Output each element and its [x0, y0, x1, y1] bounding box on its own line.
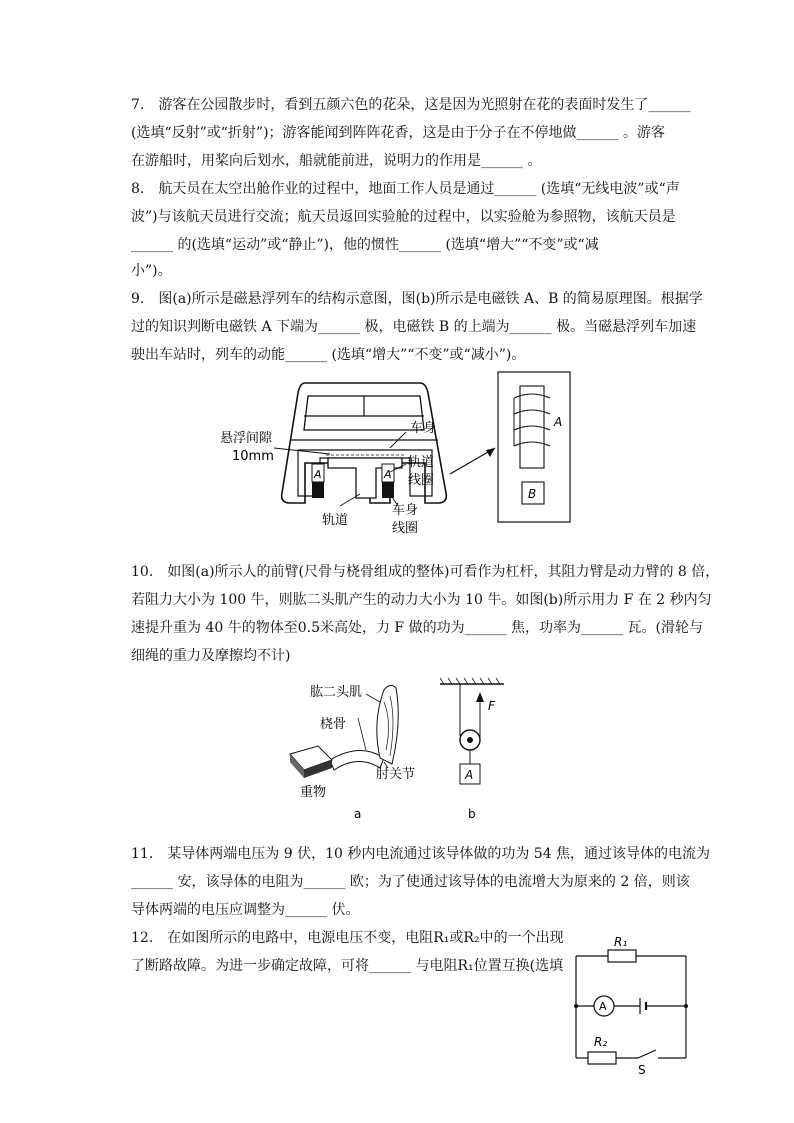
q12-line-2: 了断路故障。为进一步确定故障，可将______ 与电阻R₁位置互换(选填	[131, 958, 564, 974]
radius-label: 桡骨	[320, 717, 347, 732]
caption-b: b	[468, 807, 476, 821]
body-coil-left	[312, 482, 324, 498]
force-label: F	[488, 699, 495, 713]
resistor-r1	[608, 950, 636, 962]
q11-line-2: ______ 安，该导体的电阻为______ 欧；为了使通过该导体的电流增大为原来的 2 倍，则该	[131, 874, 690, 890]
q10-line-4: 细绳的重力及摩擦均不计)	[131, 648, 291, 664]
q9-line-2: 过的知识判断电磁铁 A 下端为______ 极，电磁铁 B 的上端为______ 极。当磁悬浮列车加速	[131, 319, 697, 335]
r1-label: R₁	[614, 935, 628, 949]
q10-line-2: 若阻力大小为 100 牛，则肱二头肌产生的动力大小为 10 牛。如图(b)所示用力 F 在 2 秒内匀	[131, 592, 712, 608]
q8-line-2: 波”)与该航天员进行交流；航天员返回实验舱的过程中，以实验舱为参照物，该航天员是	[131, 209, 676, 225]
q10-line-1: 10. 如图(a)所示人的前臂(尺骨与桡骨组成的整体)可看作为杠杆，其阻力臂是动力臂的 8 倍，	[131, 564, 720, 580]
switch-label: S	[638, 1063, 646, 1077]
q8-line-3: ______ 的(选填“运动”或“静止”)，他的惯性______ (选填“增大”“不变”或“减	[131, 237, 599, 253]
q7-line-1: 7. 游客在公园散步时，看到五颜六色的花朵，这是因为光照射在花的表面时发生了______	[131, 97, 691, 113]
electromagnet-b-label: B	[528, 487, 537, 501]
gap-label: 悬浮间隙	[220, 431, 273, 446]
body-coil-label-2: 线圈	[392, 521, 419, 536]
gap-value: 10mm	[232, 449, 274, 464]
magnet-a-left-label: A	[314, 468, 322, 481]
switch	[638, 1050, 656, 1058]
upper-arm	[377, 685, 398, 764]
q9-line-1: 9. 图(a)所示是磁悬浮列车的结构示意图，图(b)所示是电磁铁 A、B 的简易原理图。根据学	[131, 291, 703, 307]
elbow-label: 肘关节	[376, 767, 416, 782]
q11-line-1: 11. 某导体两端电压为 9 伏，10 秒内电流通过该导体做的功为 54 焦，通过该导体的电流为	[131, 846, 711, 862]
q12-line-1: 12. 在如图所示的电路中，电源电压不变，电阻R₁或R₂中的一个出现	[131, 930, 564, 946]
q8-line-1: 8. 航天员在太空出舱作业的过程中，地面工作人员是通过______ (选填“无线电波”或“声	[131, 181, 680, 197]
lever-pulley-figure	[280, 672, 520, 824]
q7-line-3: 在游船时，用桨向后划水，船就能前进，说明力的作用是______ 。	[131, 153, 542, 169]
track-coil-label: 轨道	[408, 455, 435, 470]
weight-label: 重物	[300, 785, 327, 800]
q8-line-4: 小”)。	[131, 263, 172, 279]
body-coil-label: 车身	[392, 503, 419, 518]
r2-label: R₂	[594, 1035, 608, 1049]
circuit-figure	[568, 928, 694, 1078]
q11-line-3: 导体两端的电压应调整为______ 伏。	[131, 902, 360, 918]
electromagnet-a-label: A	[554, 415, 563, 429]
q10-line-3: 速提升重为 40 牛的物体至0.5米高处，力 F 做的功为______ 焦，功率为______ 瓦。(滑轮与	[131, 620, 703, 636]
ammeter-label: A	[599, 1000, 607, 1013]
caption-a: a	[354, 807, 362, 821]
track-label: 轨道	[322, 513, 349, 528]
magnet-a-right-label: A	[384, 468, 392, 481]
body-coil-right	[382, 482, 394, 498]
biceps-label: 肱二头肌	[310, 685, 363, 700]
maglev-figure	[210, 368, 590, 538]
body-label: 车身	[410, 421, 437, 436]
resistor-r2	[588, 1052, 616, 1064]
block-a-label: A	[465, 768, 474, 782]
q9-line-3: 驶出车站时，列车的动能______ (选填“增大”“不变”或“减小”)。	[131, 347, 526, 363]
q7-line-2: (选填“反射”或“折射”)；游客能闻到阵阵花香，这是由于分子在不停地做______ 。游客	[131, 125, 666, 141]
track-coil-label-2: 线圈	[408, 473, 435, 488]
